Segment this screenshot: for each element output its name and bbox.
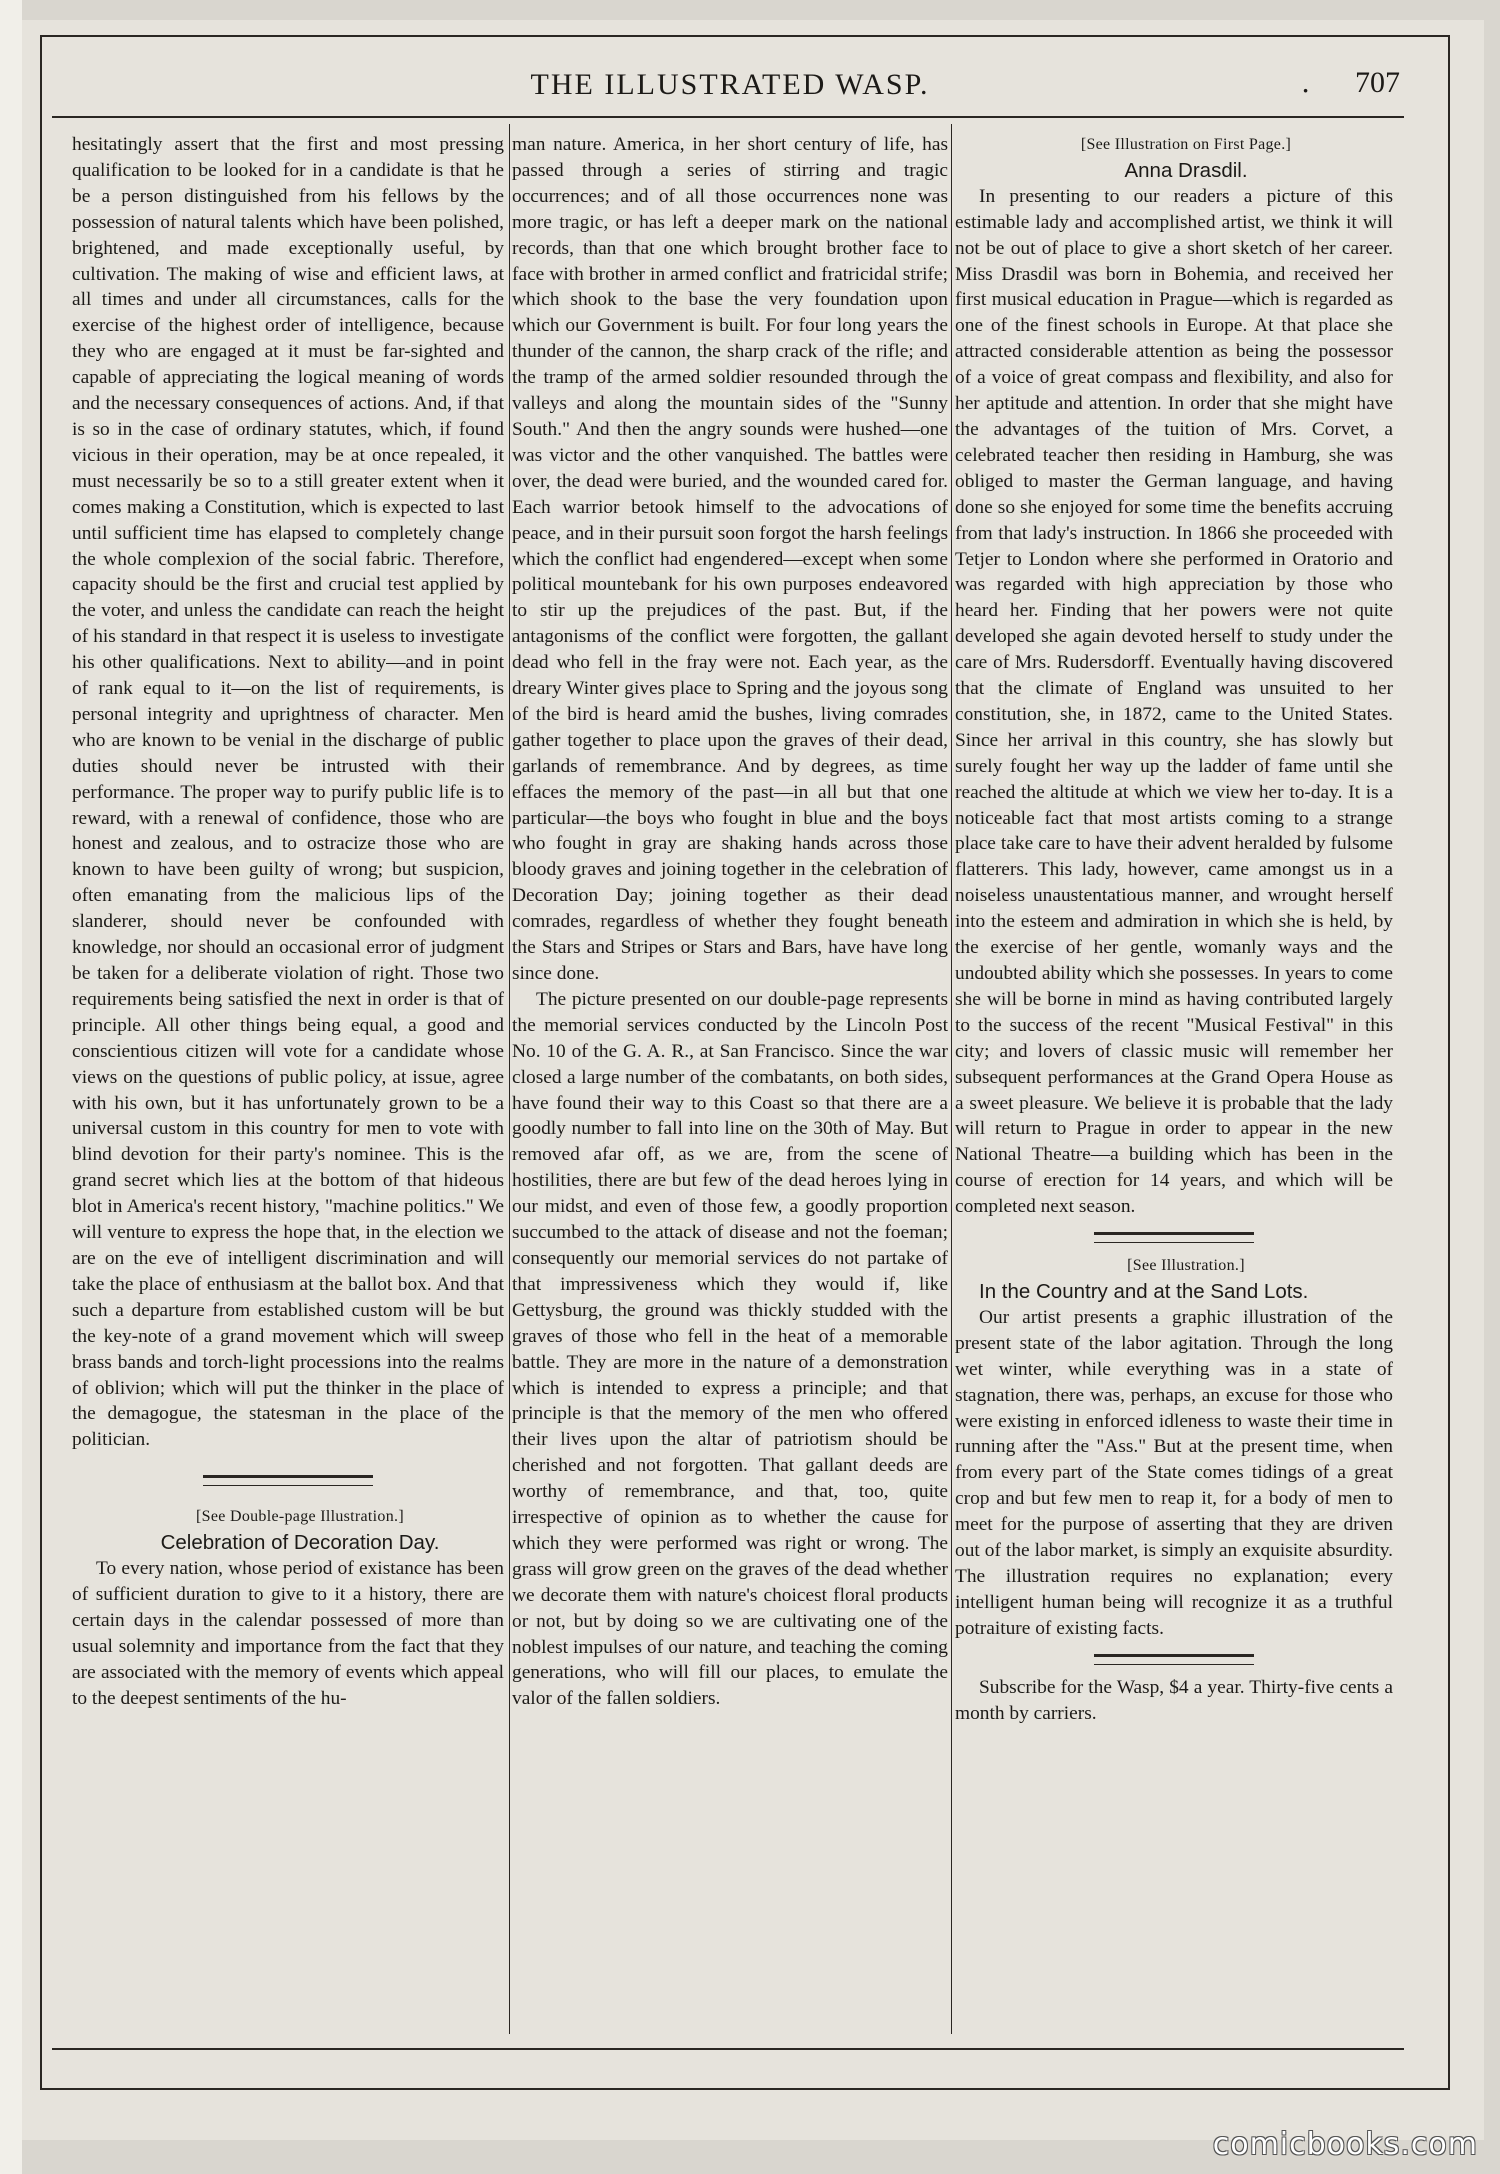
- illustration-note: [See Illustration.]: [1127, 1257, 1245, 1275]
- illustration-note: [See Double-page Illustration.]: [196, 1508, 404, 1526]
- column-3: [955, 132, 1393, 1726]
- article-headline: Celebration of Decoration Day.: [160, 1531, 440, 1555]
- subscription-notice: Subscribe for the Wasp, $4 a year. Thirty-five cents a month by carriers.: [955, 1676, 1393, 1724]
- article-headline: In the Country and at the Sand Lots.: [979, 1279, 1309, 1303]
- column-divider-1: [509, 124, 510, 2034]
- column-divider-2: [951, 124, 952, 2034]
- scan-margin: [0, 0, 22, 2174]
- section-separator: [203, 1475, 373, 1486]
- section-separator: [1094, 1232, 1254, 1243]
- article-headline: Anna Drasdil.: [1124, 158, 1248, 182]
- watermark-logo: comicbooks.com: [1212, 2127, 1478, 2162]
- footer-rule: [52, 2048, 1404, 2050]
- article-paragraph: Our artist presents a graphic illustration of the present state of the labor agitation. Through the long wet winter, while everything was in a state of stagnation, there was, perhaps, an excuse for those who were existing in enforced idleness to waste their time in running after the "Ass." But at the present time, when from every part of the State comes tidings of a great crop and but few men to reap it, for a body of men to meet for the purpose of asserting that they are driven out of the labor market, is simply an exquisite absurdity. The illustration requires no explanation; every intelligent human being will recognize it as a truthful potraiture of existing facts.: [955, 1306, 1393, 1639]
- header-rule: [52, 116, 1404, 118]
- article-paragraph: man nature. America, in her short century of life, has passed through a series of stirring and tragic occurrences; and of all those occurrences none was more tragic, or has left a deeper mark on the national records, than that one which brought brother face to face with brother in armed conflict and fratricidal strife; which shook to the base the very foundation upon which our Government is built. For four long years the thunder of the cannon, the sharp crack of the rifle; and the tramp of the armed soldier resounded through the valleys and along the mountain sides of the "Sunny South." And then the angry sounds were hushed—one was victor and the other vanquished. The battles were over, the dead were buried, and the wounded cared for. Each warrior betook himself to the advocations of peace, and in their pursuit soon forgot the harsh feelings which the conflict had engendered—except when some political mountebank for his own purposes endeavored to stir up the prejudices of the past. But, if the antagonisms of the conflict were forgotten, the gallant dead who fell in the fray were not. Each year, as the dreary Winter gives place to Spring and the joyous song of the bird is heard amid the bushes, living comrades gather together to place upon the graves of their dead, garlands of remembrance. And by degrees, as time effaces the memory of the past—in all but that one particular—the boys who fought in blue and the boys who fought in gray are shaking hands across those bloody graves and joining together in the celebration of Decoration Day; joining together as their dead comrades, regardless of whether they fought beneath the Stars and Stripes or Stars and Bars, have have long since done.: [512, 134, 948, 984]
- header-dot: .: [1301, 66, 1310, 99]
- column-1: [72, 132, 504, 1711]
- page-header: [60, 62, 1400, 108]
- article-paragraph: In presenting to our readers a picture of this estimable lady and accomplished artist, we think it will not be out of place to give a short sketch of her career. Miss Drasdil was born in Bohemia, and received her first musical education in Prague—which is regarded as one of the finest schools in Europe. At that place she attracted considerable attention as being the possessor of a voice of great compass and flexibility, and also for her aptitude and attention. In order that she might have the advantages of the tuition of Mrs. Corvet, a celebrated teacher then residing in Hamburg, she was obliged to master the German language, and having done so she enjoyed for some time the benefits accruing from that lady's instruction. In 1866 she proceeded with Tetjer to London where she performed in Oratorio and was regarded with high appreciation by those who heard her. Finding that her powers were not quite developed she again devoted herself to study under the care of Mrs. Rudersdorff. Eventually having discovered that the climate of England was unsuited to her constitution, she, in 1872, came to the United States. Since her arrival in this country, she has slowly but surely fought her way up the ladder of fame until she reached the altitude at which we view her to-day. It is a noticeable fact that most artists coming to a strange place take care to have their advent heralded by fulsome flatterers. This lady, however, came amongst us in a noiseless unaustentatious manner, and wrought herself into the esteem and admiration in which she is held, by the exercise of her gentle, womanly ways and the undoubted ability which she possesses. In years to come she will be borne in mind as having contributed largely to the success of the recent "Musical Festival" in this city; and lovers of classic music will remember her subsequent performances at the Grand Opera House as a sweet pleasure. We believe it is probable that the lady will return to Prague in order to appear in the new National Theatre—a building which has been in the course of erection for 14 years, and which will be completed next season.: [955, 185, 1393, 1218]
- section-separator: [1094, 1654, 1254, 1665]
- article-paragraph: To every nation, whose period of existance has been of sufficient duration to give to it a history, there are certain days in the calendar possessed of more than usual solemnity and importance from the fact that they are associated with the memory of events which appeal to the deepest sentiments of the hu-: [72, 1558, 504, 1709]
- masthead: THE ILLUSTRATED WASP.: [530, 68, 930, 101]
- page-number: 707: [1355, 66, 1400, 99]
- illustration-note: [See Illustration on First Page.]: [1080, 136, 1292, 153]
- column-2: [512, 132, 948, 1712]
- article-paragraph: The picture presented on our double-page represents the memorial services conducted by the Lincoln Post No. 10 of the G. A. R., at San Francisco. Since the war closed a large number of the combatants, on both sides, have found their way to this Coast so that there are a goodly number to fall into line on the 30th of May. But removed afar off, as we are, from the scene of hostilities, there are but few of the dead heroes lying in our midst, and even of those few, a goodly proportion succumbed to the attack of disease and not the foeman; consequently our memorial services do not partake of that impressiveness which they would if, like Gettysburg, the ground was thickly studded with the graves of those who fell in the heat of a memorable battle. They are more in the nature of a demonstration which is intended to express a principle; and that principle is that the memory of the men who offered their lives upon the altar of patriotism should be cherished and not forgotten. That gallant deeds are worthy of remembrance, and that, too, quite irrespective of opinion as to whether the cause for which they were performed was right or wrong. The grass will grow green on the graves of the dead whether we decorate them with nature's choicest floral products or not, but by doing so we are cultivating one of the noblest impulses of our nature, and teaching the coming generations, who will fill our places, to emulate the valor of the fallen soldiers.: [512, 988, 948, 1710]
- editorial-paragraph: hesitatingly assert that the first and most pressing qualification to be looked for in a candidate is that he be a person distinguished from his fellows by the possession of natural talents which have been polished, brightened, and made exceptionally useful, by cultivation. The making of wise and efficient laws, at all times and under all circumstances, calls for the exercise of the highest order of intelligence, because they who are engaged at it must be far-sighted and capable of appreciating the logical meaning of words and the necessary consequences of actions. And, if that is so in the case of ordinary statutes, which, if found vicious in their operation, may be at once repealed, it must necessarily be so to a still greater extent when it comes making a Constitution, which is expected to last until sufficient time has elapsed to completely change the whole complexion of the social fabric. Therefore, capacity should be the first and crucial test applied by the voter, and unless the candidate can reach the height of his standard in that respect it is useless to investigate his other qualifications. Next to ability—and in point of rank equal to it—on the list of requirements, is personal integrity and uprightness of character. Men who are known to be venial in the discharge of public duties should never be intrusted with their performance. The proper way to purify public life is to reward, with a renewal of confidence, those who are honest and zealous, and to ostracize those who are known to have been guilty of wrong; but suspicion, often emanating from the malicious lips of the slanderer, should never be confounded with knowledge, nor should an occasional error of judgment be taken for a deliberate violation of right. Those two requirements being satisfied the next in order is that of principle. All other things being equal, a good and conscientious citizen will vote for a candidate whose views on the questions of public policy, at issue, agree with his own, but it has unfortunately grown to be a universal custom in this country for men to vote with blind devotion for their party's nominee. This is the grand secret which lies at the bottom of that hideous blot in America's recent history, "machine politics." We will venture to express the hope that, in the election we are on the eve of intelligent discrimination and will take the place of enthusiasm at the ballot box. And that such a departure from established custom will be but the key-note of a grand movement which will sweep brass bands and torch-light processions into the realms of oblivion; which will put the thinker in the place of the demagogue, the statesman in the place of the politician.: [72, 134, 504, 1451]
